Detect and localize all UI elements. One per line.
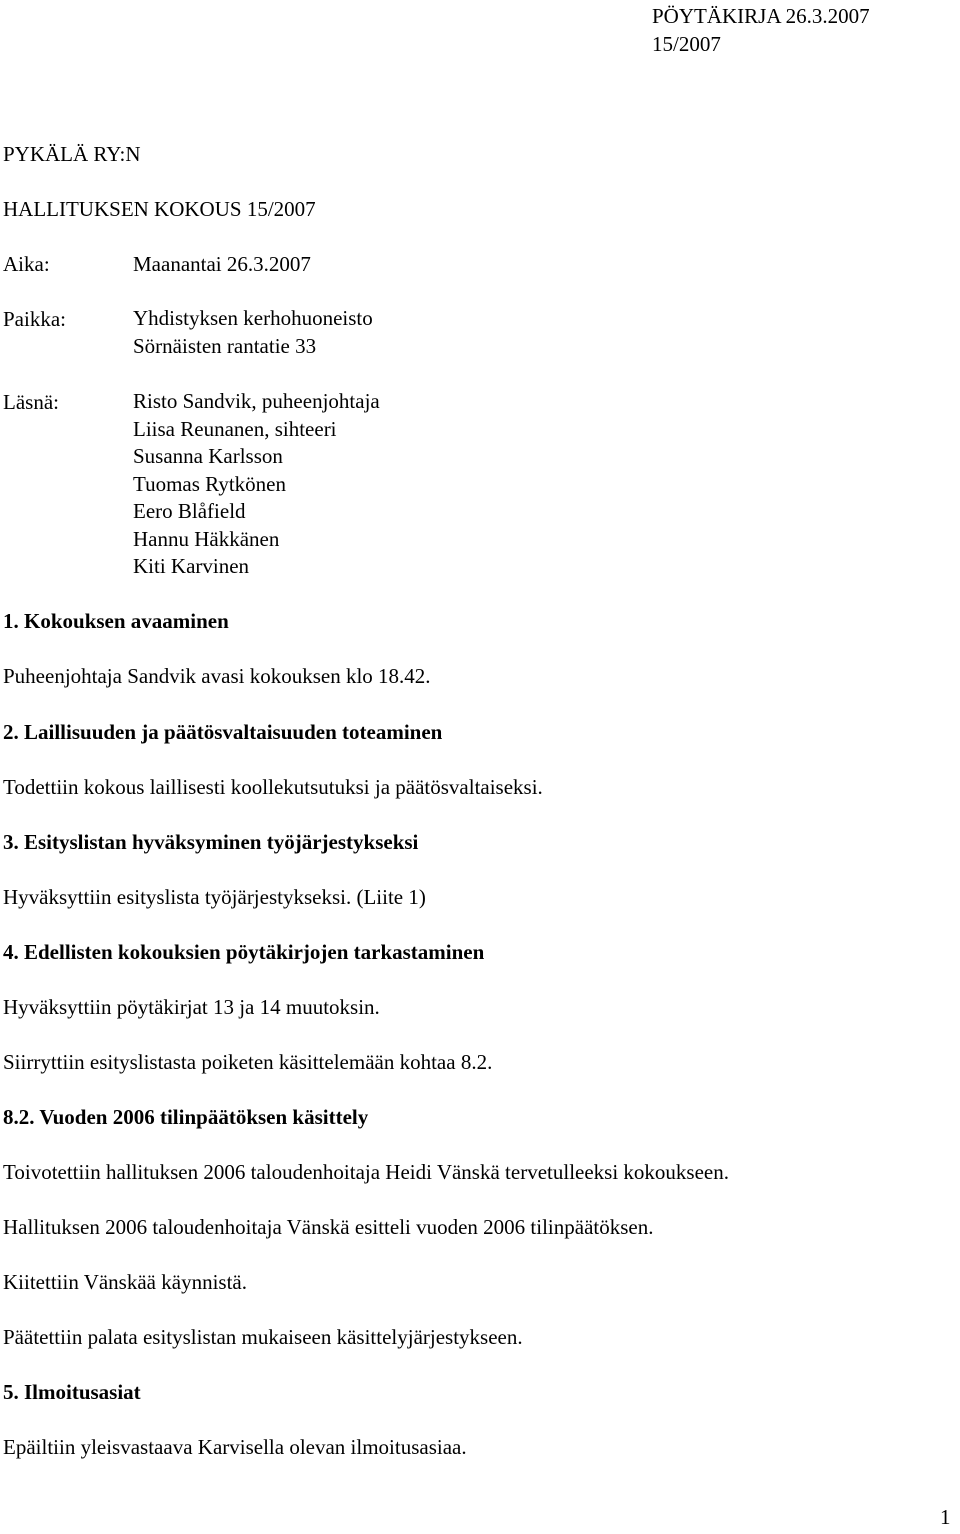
document-title: PÖYTÄKIRJA 26.3.2007 (652, 4, 870, 28)
section-paragraph: Epäiltiin yleisvastaava Karvisella olevan ilmoitusasiaa. (3, 1435, 467, 1459)
organization-name: PYKÄLÄ RY:N (3, 142, 141, 166)
time-label: Aika: (3, 252, 50, 276)
attendee: Tuomas Rytkönen (133, 471, 286, 496)
time-value: Maanantai 26.3.2007 (133, 252, 311, 276)
section-heading: 1. Kokouksen avaaminen (3, 609, 229, 633)
page-number: 1 (940, 1505, 951, 1529)
section-heading: 4. Edellisten kokouksien pöytäkirjojen tarkastaminen (3, 940, 485, 964)
attendee: Liisa Reunanen, sihteeri (133, 416, 337, 441)
section-heading: 3. Esityslistan hyväksyminen työjärjestykseksi (3, 830, 419, 854)
section-paragraph: Kiitettiin Vänskää käynnistä. (3, 1270, 247, 1294)
meeting-title: HALLITUKSEN KOKOUS 15/2007 (3, 197, 316, 221)
section-paragraph: Toivotettiin hallituksen 2006 taloudenhoitaja Heidi Vänskä tervetulleeksi kokoukseen. (3, 1160, 729, 1184)
section-paragraph: Hyväksyttiin pöytäkirjat 13 ja 14 muutoksin. (3, 995, 380, 1019)
attendee: Susanna Karlsson (133, 444, 283, 468)
place-line: Sörnäisten rantatie 33 (133, 333, 317, 358)
section-paragraph: Hallituksen 2006 taloudenhoitaja Vänskä esitteli vuoden 2006 tilinpäätöksen. (3, 1215, 654, 1239)
attendee: Risto Sandvik, puheenjohtaja (133, 389, 380, 413)
section-paragraph: Puheenjohtaja Sandvik avasi kokouksen klo 18.42. (3, 664, 431, 688)
section-paragraph: Hyväksyttiin esityslista työjärjestykseksi. (Liite 1) (3, 885, 426, 909)
attendee: Hannu Häkkänen (133, 526, 280, 551)
place-line: Yhdistyksen kerhohuoneisto (133, 306, 373, 330)
place-label: Paikka: (3, 307, 66, 331)
attendee: Kiti Karvinen (133, 554, 250, 578)
section-heading: 5. Ilmoitusasiat (3, 1380, 141, 1404)
attendee: Eero Blåfield (133, 499, 246, 523)
present-list (133, 388, 380, 581)
place-value (133, 305, 373, 360)
section-paragraph: Päätettiin palata esityslistan mukaiseen käsittelyjärjestykseen. (3, 1325, 523, 1349)
document-number: 15/2007 (652, 32, 721, 56)
section-paragraph: Siirryttiin esityslistasta poiketen käsittelemään kohtaa 8.2. (3, 1050, 493, 1074)
section-paragraph: Todettiin kokous laillisesti koollekutsutuksi ja päätösvaltaiseksi. (3, 775, 543, 799)
section-heading: 8.2. Vuoden 2006 tilinpäätöksen käsittely (3, 1105, 369, 1129)
section-heading: 2. Laillisuuden ja päätösvaltaisuuden toteaminen (3, 720, 443, 744)
present-label: Läsnä: (3, 390, 59, 414)
